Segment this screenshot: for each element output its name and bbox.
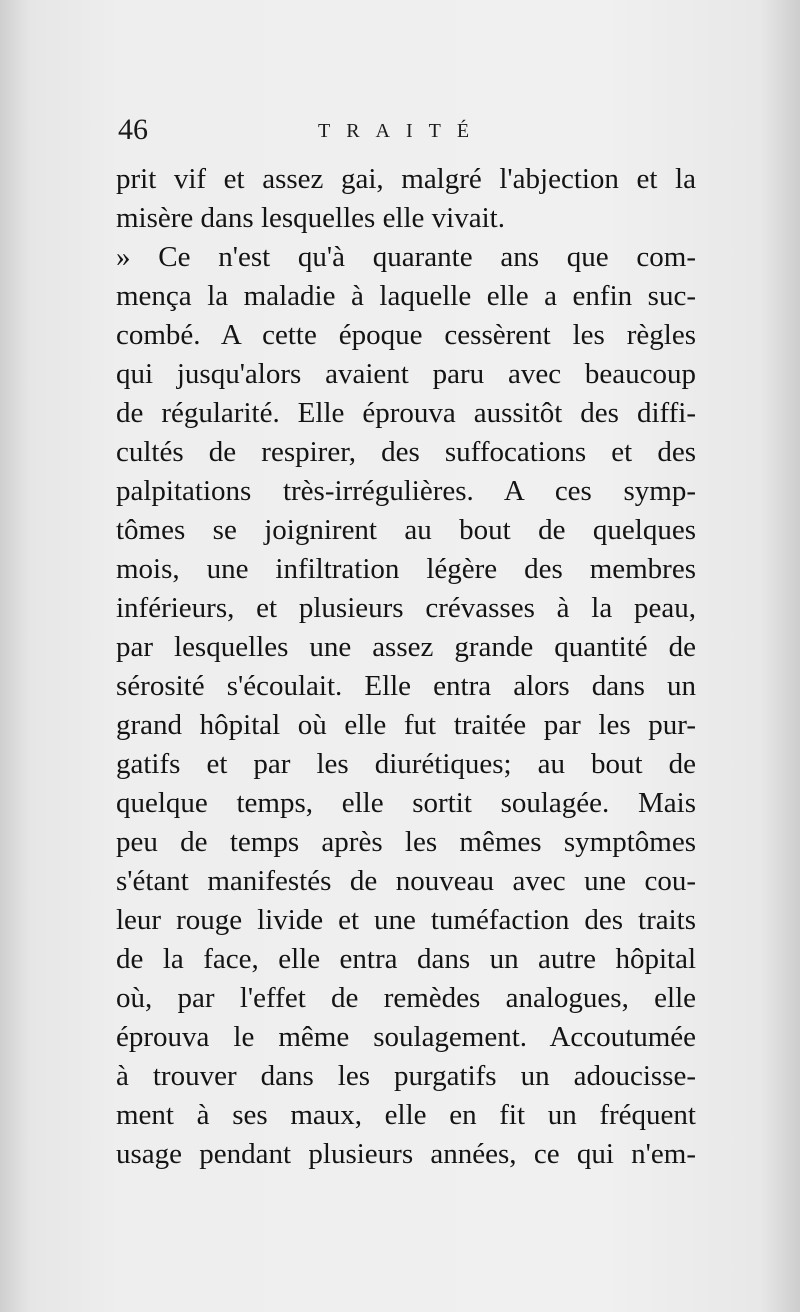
text-line: prit vif et assez gai, malgré l'abjection et la xyxy=(116,163,696,195)
text-line: grand hôpital où elle fut traitée par les pur- xyxy=(116,709,696,741)
text-line: s'étant manifestés de nouveau avec une cou- xyxy=(116,865,696,897)
text-line: palpitations très-irrégulières. A ces symp- xyxy=(116,475,696,507)
body-text xyxy=(116,160,696,1174)
text-line: leur rouge livide et une tuméfaction des traits xyxy=(116,904,696,936)
text-line: tômes se joignirent au bout de quelques xyxy=(116,514,696,546)
text-line: gatifs et par les diurétiques; au bout de xyxy=(116,748,696,780)
text-line: quelque temps, elle sortit soulagée. Mais xyxy=(116,787,696,819)
text-line: sérosité s'écoulait. Elle entra alors dans un xyxy=(116,670,696,702)
text-line: misère dans lesquelles elle vivait. xyxy=(116,202,505,234)
text-line: ment à ses maux, elle en fit un fréquent xyxy=(116,1099,696,1131)
text-line: de la face, elle entra dans un autre hôpital xyxy=(116,943,696,975)
text-line: usage pendant plusieurs années, ce qui n'em- xyxy=(116,1138,696,1170)
page-header xyxy=(118,110,698,154)
text-line: » Ce n'est qu'à quarante ans que com- xyxy=(116,241,696,273)
text-line: à trouver dans les purgatifs un adoucisse- xyxy=(116,1060,696,1092)
text-line: de régularité. Elle éprouva aussitôt des diffi- xyxy=(116,397,696,429)
text-line: qui jusqu'alors avaient paru avec beaucoup xyxy=(116,358,696,390)
text-line: inférieurs, et plusieurs crévasses à la peau, xyxy=(116,592,696,624)
page-number: 46 xyxy=(118,113,148,146)
text-line: mença la maladie à laquelle elle a enfin suc- xyxy=(116,280,696,312)
text-line: cultés de respirer, des suffocations et des xyxy=(116,436,696,468)
running-head: TRAITÉ xyxy=(318,120,486,142)
text-line: où, par l'effet de remèdes analogues, elle xyxy=(116,982,696,1014)
text-line: éprouva le même soulagement. Accoutumée xyxy=(116,1021,696,1053)
text-line: combé. A cette époque cessèrent les règles xyxy=(116,319,696,351)
text-line: peu de temps après les mêmes symptômes xyxy=(116,826,696,858)
text-line: par lesquelles une assez grande quantité de xyxy=(116,631,696,663)
text-line: mois, une infiltration légère des membres xyxy=(116,553,696,585)
